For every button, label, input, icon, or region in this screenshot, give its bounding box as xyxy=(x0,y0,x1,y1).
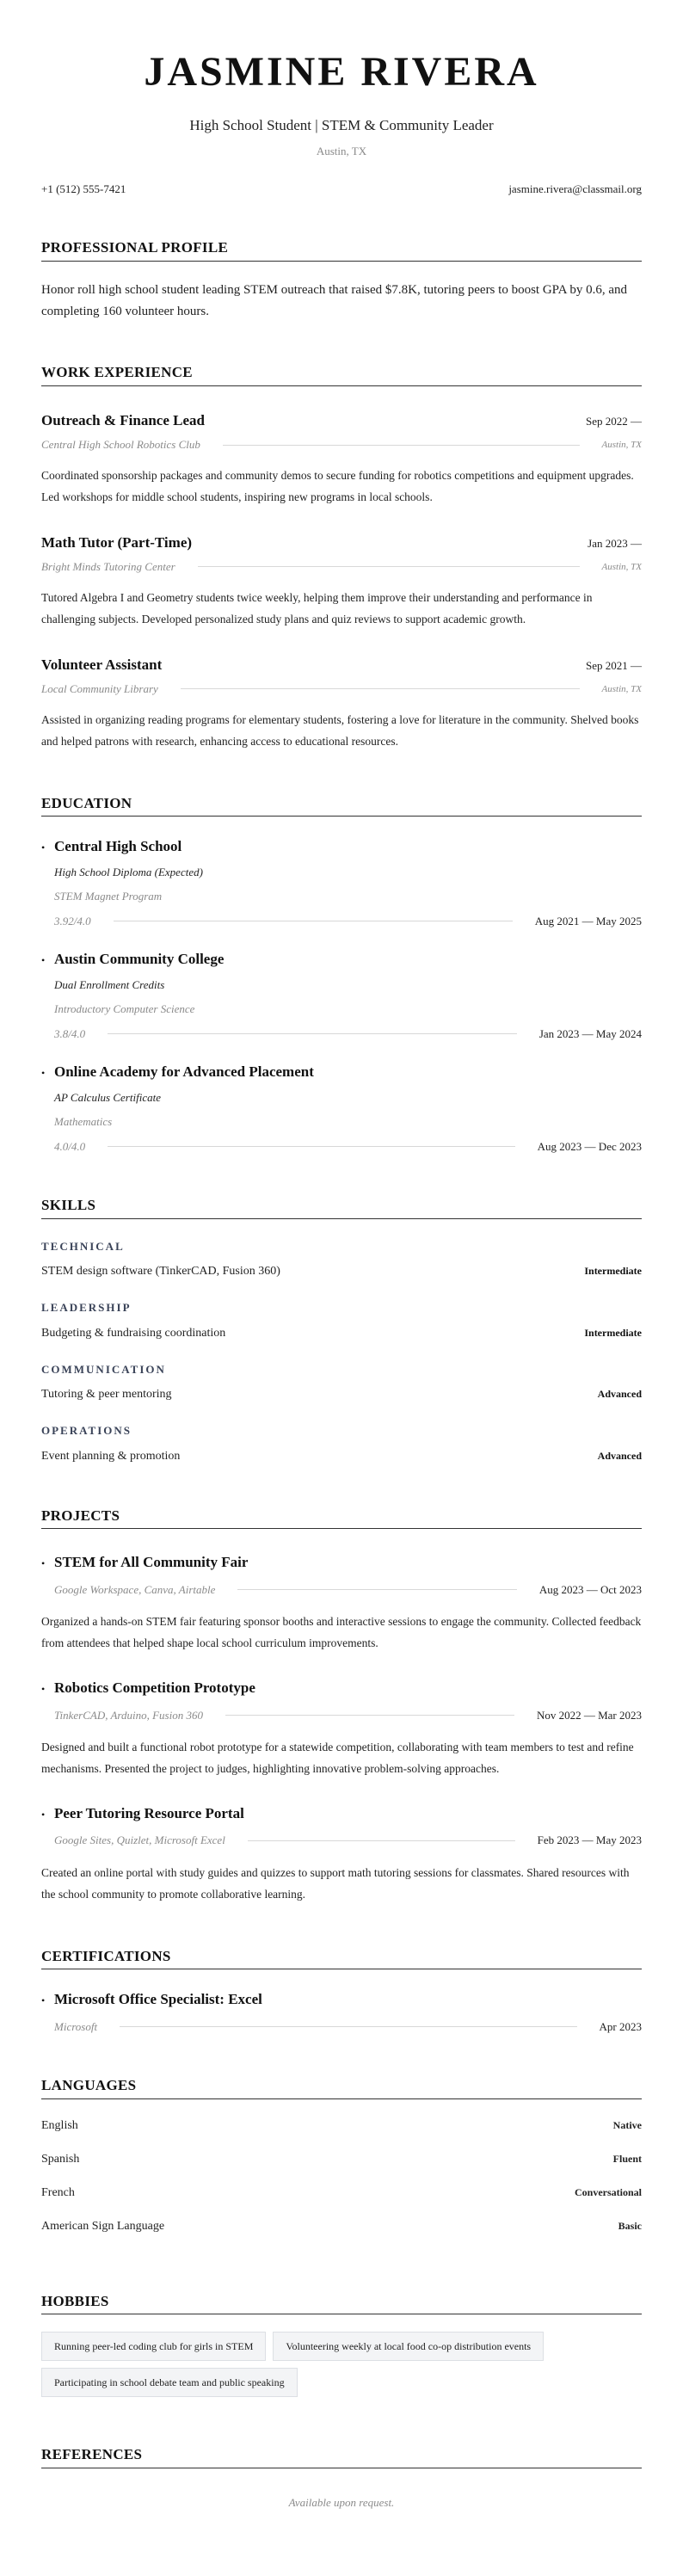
divider xyxy=(120,2026,576,2027)
gpa: 3.8/4.0 xyxy=(54,1026,86,1040)
gpa: 4.0/4.0 xyxy=(54,1139,86,1153)
language-name: American Sign Language xyxy=(41,2219,165,2233)
project-description: Created an online portal with study guides and quizzes to support math tutoring sessions for classmates. Shared resources with the school community to promote collaborative learning. xyxy=(41,1865,630,1901)
language-level: Fluent xyxy=(612,2152,642,2165)
project-dates: Feb 2023 — May 2023 xyxy=(537,1833,642,1847)
section-title: PROFESSIONAL PROFILE xyxy=(41,237,642,262)
project-description: Organized a hands-on STEM fair featuring sponsor booths and interactive sessions to engage the community. Collected feedback from attendees that helped shape local school curriculum improvements. xyxy=(41,1615,642,1650)
language-name: Spanish xyxy=(41,2152,80,2166)
project-description: Designed and built a functional robot prototype for a statewide competition, collaborating with team members to test and refine mechanisms. Presented the project to judges, highlighting innovative problem-solving approaches. xyxy=(41,1741,634,1776)
job-organization: Local Community Library xyxy=(41,682,158,696)
skill-level: Intermediate xyxy=(584,1326,642,1339)
job-organization: Central High School Robotics Club xyxy=(41,438,200,452)
project-tools: TinkerCAD, Arduino, Fusion 360 xyxy=(54,1708,203,1722)
project-dates: Aug 2023 — Oct 2023 xyxy=(538,1582,642,1596)
certification-name: Microsoft Office Specialist: Excel xyxy=(54,1991,262,2008)
bullet-icon: • xyxy=(41,1557,46,1570)
job-title: Volunteer Assistant xyxy=(41,656,163,673)
gpa: 3.92/4.0 xyxy=(54,914,91,927)
section-title: PROJECTS xyxy=(41,1505,642,1530)
job-location: Austin, TX xyxy=(601,561,642,572)
certifications-section xyxy=(41,1945,642,2036)
section-title: HOBBIES xyxy=(41,2290,642,2315)
section-title: EDUCATION xyxy=(41,792,642,817)
education-dates: Aug 2021 — May 2025 xyxy=(534,914,642,927)
bullet-icon: • xyxy=(41,841,46,854)
language-row xyxy=(41,2184,642,2217)
degree: High School Diploma (Expected) xyxy=(54,865,203,878)
projects-section xyxy=(41,1505,642,1906)
section-title: LANGUAGES xyxy=(41,2074,642,2099)
school-name: Online Academy for Advanced Placement xyxy=(54,1063,314,1081)
bullet-icon: • xyxy=(41,954,46,967)
section-title: CERTIFICATIONS xyxy=(41,1945,642,1970)
section-title: REFERENCES xyxy=(41,2444,642,2468)
project-entry xyxy=(41,1551,642,1655)
job-title: Math Tutor (Part-Time) xyxy=(41,533,193,551)
school-name: Austin Community College xyxy=(54,951,225,968)
education-entry xyxy=(41,1061,642,1155)
profile-section xyxy=(41,237,642,322)
project-name: STEM for All Community Fair xyxy=(54,1554,249,1571)
bullet-icon: • xyxy=(41,1994,46,2007)
school-name: Central High School xyxy=(54,838,182,855)
divider xyxy=(108,1033,517,1034)
project-tools: Google Workspace, Canva, Airtable xyxy=(54,1582,216,1596)
divider xyxy=(181,688,580,689)
skill-group xyxy=(41,1361,642,1404)
divider xyxy=(223,445,580,446)
language-name: French xyxy=(41,2185,75,2199)
job-date: Sep 2022 — xyxy=(586,414,642,428)
degree: Dual Enrollment Credits xyxy=(54,977,165,991)
skills-section xyxy=(41,1194,642,1465)
hobby-tag: Volunteering weekly at local food co-op distribution events xyxy=(273,2332,544,2361)
bullet-icon: • xyxy=(41,1067,46,1080)
email-address[interactable]: jasmine.rivera@classmail.org xyxy=(508,182,642,195)
skill-category: LEADERSHIP xyxy=(41,1301,132,1315)
language-row xyxy=(41,2150,642,2184)
skill-level: Intermediate xyxy=(584,1265,642,1278)
skill-category: TECHNICAL xyxy=(41,1239,125,1253)
skill-group xyxy=(41,1299,642,1342)
candidate-name: JASMINE RIVERA xyxy=(144,49,539,95)
contact-row xyxy=(41,181,642,198)
skill-level: Advanced xyxy=(597,1449,642,1462)
skill-name: Budgeting & fundraising coordination xyxy=(41,1326,226,1340)
project-tools: Google Sites, Quizlet, Microsoft Excel xyxy=(54,1833,225,1847)
degree: AP Calculus Certificate xyxy=(54,1090,161,1104)
language-row xyxy=(41,2117,642,2150)
language-level: Native xyxy=(612,2118,642,2131)
project-dates: Nov 2022 — Mar 2023 xyxy=(536,1708,642,1722)
certification-entry xyxy=(41,1988,642,2035)
project-entry xyxy=(41,1677,642,1780)
job-date: Sep 2021 — xyxy=(586,658,642,672)
divider xyxy=(237,1589,516,1590)
job-description: Coordinated sponsorship packages and community demos to secure funding for robotics competitions and equipment upgrades. Led workshops for middle school students, inspiring new programs in local schools. xyxy=(41,468,634,503)
education-section xyxy=(41,792,642,1156)
hobbies-section xyxy=(41,2290,642,2405)
language-level: Conversational xyxy=(575,2185,642,2198)
section-title: WORK EXPERIENCE xyxy=(41,361,642,386)
skill-name: Tutoring & peer mentoring xyxy=(41,1388,172,1402)
candidate-headline: High School Student | STEM & Community Leader xyxy=(189,116,494,133)
project-name: Peer Tutoring Resource Portal xyxy=(54,1804,244,1821)
work-experience-section xyxy=(41,361,642,752)
job-date: Jan 2023 — xyxy=(588,536,642,550)
job-entry xyxy=(41,532,642,631)
divider xyxy=(248,1840,515,1841)
project-entry xyxy=(41,1803,642,1906)
hobby-list xyxy=(41,2332,642,2404)
job-location: Austin, TX xyxy=(601,683,642,694)
section-title: SKILLS xyxy=(41,1194,642,1219)
hobby-tag: Running peer-led coding club for girls in STEM xyxy=(41,2332,266,2361)
language-name: English xyxy=(41,2118,78,2132)
language-list xyxy=(41,2117,642,2251)
candidate-location: Austin, TX xyxy=(316,145,367,158)
skill-name: Event planning & promotion xyxy=(41,1449,181,1463)
education-entry xyxy=(41,835,642,929)
field-of-study: Mathematics xyxy=(54,1115,113,1129)
language-row xyxy=(41,2217,642,2251)
skill-group xyxy=(41,1422,642,1465)
languages-section xyxy=(41,2074,642,2251)
skill-name: STEM design software (TinkerCAD, Fusion 360) xyxy=(41,1265,280,1279)
field-of-study: STEM Magnet Program xyxy=(54,890,163,903)
job-description: Assisted in organizing reading programs for elementary students, fostering a love for literature in the community. Shelved books and helped patrons with research, enhancing access to educational resources. xyxy=(41,712,639,748)
skill-category: COMMUNICATION xyxy=(41,1362,166,1376)
skill-group xyxy=(41,1238,642,1281)
phone-number[interactable]: +1 (512) 555-7421 xyxy=(41,182,126,195)
job-organization: Bright Minds Tutoring Center xyxy=(41,560,175,574)
education-dates: Jan 2023 — May 2024 xyxy=(538,1026,642,1040)
job-description: Tutored Algebra I and Geometry students twice weekly, helping them improve their understanding and performance in challenging subjects. Developed personalized study plans and quiz reviews to support academic growth. xyxy=(41,590,593,626)
skill-category: OPERATIONS xyxy=(41,1424,132,1438)
job-entry xyxy=(41,410,642,508)
certification-issuer: Microsoft xyxy=(54,2019,98,2033)
divider xyxy=(108,1146,515,1147)
job-location: Austin, TX xyxy=(601,439,642,450)
divider xyxy=(198,566,580,567)
field-of-study: Introductory Computer Science xyxy=(54,1002,195,1016)
skill-level: Advanced xyxy=(597,1388,642,1401)
bullet-icon: • xyxy=(41,1808,46,1821)
certification-date: Apr 2023 xyxy=(599,2019,642,2033)
resume-header xyxy=(41,50,642,197)
divider xyxy=(225,1715,514,1716)
language-level: Basic xyxy=(618,2219,642,2232)
education-entry xyxy=(41,948,642,1042)
bullet-icon: • xyxy=(41,1683,46,1696)
hobby-tag: Participating in school debate team and public speaking xyxy=(41,2368,298,2397)
education-dates: Aug 2023 — Dec 2023 xyxy=(537,1139,642,1153)
job-title: Outreach & Finance Lead xyxy=(41,411,205,428)
references-note: Available upon request. xyxy=(288,2495,395,2509)
references-section xyxy=(41,2444,642,2511)
project-name: Robotics Competition Prototype xyxy=(54,1679,255,1697)
job-entry xyxy=(41,654,642,753)
profile-text: Honor roll high school student leading STEM outreach that raised $7.8K, tutoring peers to boost GPA by 0.6, and completing 160 volunteer hours. xyxy=(41,282,628,318)
